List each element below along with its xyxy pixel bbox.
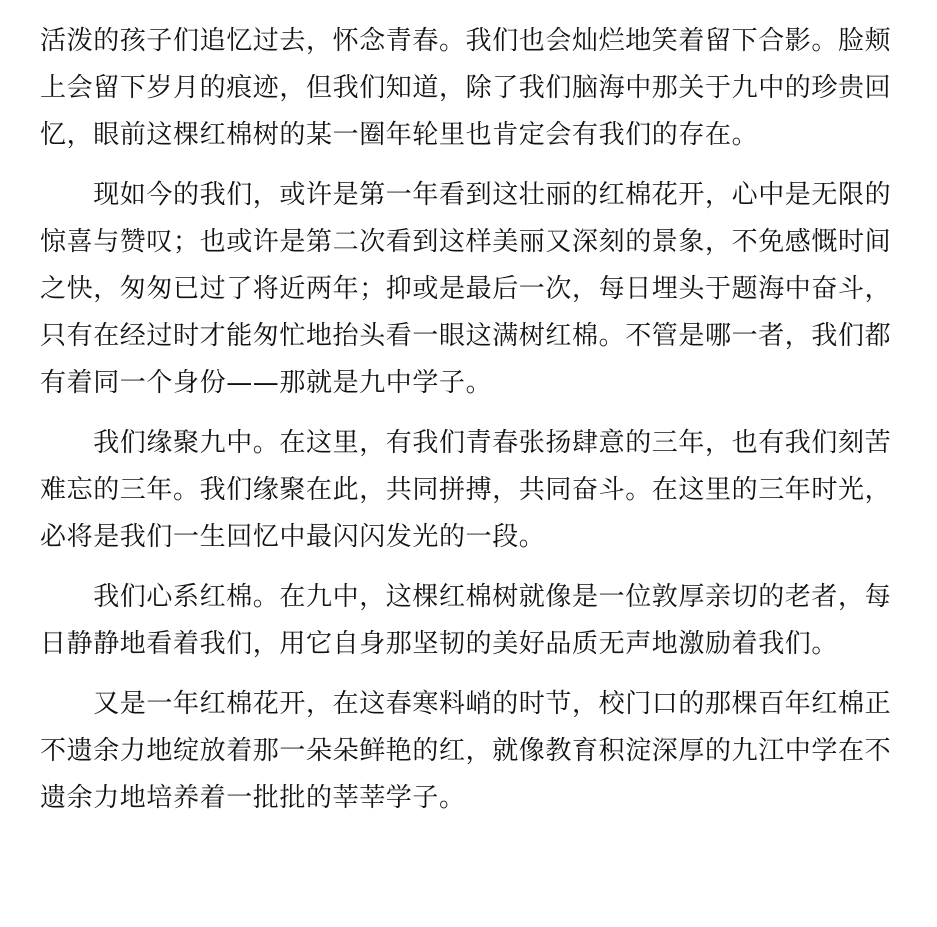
paragraph-5: 又是一年红棉花开，在这春寒料峭的时节，校门口的那棵百年红棉正不遗余力地绽放着那一朵朵鲜艳的红，就像教育积淀深厚的九江中学在不遗余力地培养着一批批的莘莘学子。 <box>40 689 892 813</box>
paragraph-1: 活泼的孩子们追忆过去，怀念青春。我们也会灿烂地笑着留下合影。脸颊上会留下岁月的痕迹，但我们知道，除了我们脑海中那关于九中的珍贵回忆，眼前这棵红棉树的某一圈年轮里也肯定会有我们的存在。 <box>40 26 892 150</box>
paragraph-2: 现如今的我们，或许是第一年看到这壮丽的红棉花开，心中是无限的惊喜与赞叹；也或许是第二次看到这样美丽又深刻的景象，不免感慨时间之快，匆匆已过了将近两年；抑或是最后一次，每日埋头于题海中奋斗，只有在经过时才能匆忙地抬头看一眼这满树红棉。不管是哪一者，我们都有着同一个身份——那就是九中学子。 <box>40 180 892 398</box>
paragraph-4: 我们心系红棉。在九中，这棵红棉树就像是一位敦厚亲切的老者，每日静静地看着我们，用它自身那坚韧的美好品质无声地激励着我们。 <box>40 582 892 659</box>
paragraph-3: 我们缘聚九中。在这里，有我们青春张扬肆意的三年，也有我们刻苦难忘的三年。我们缘聚在此，共同拼搏，共同奋斗。在这里的三年时光，必将是我们一生回忆中最闪闪发光的一段。 <box>40 428 892 552</box>
